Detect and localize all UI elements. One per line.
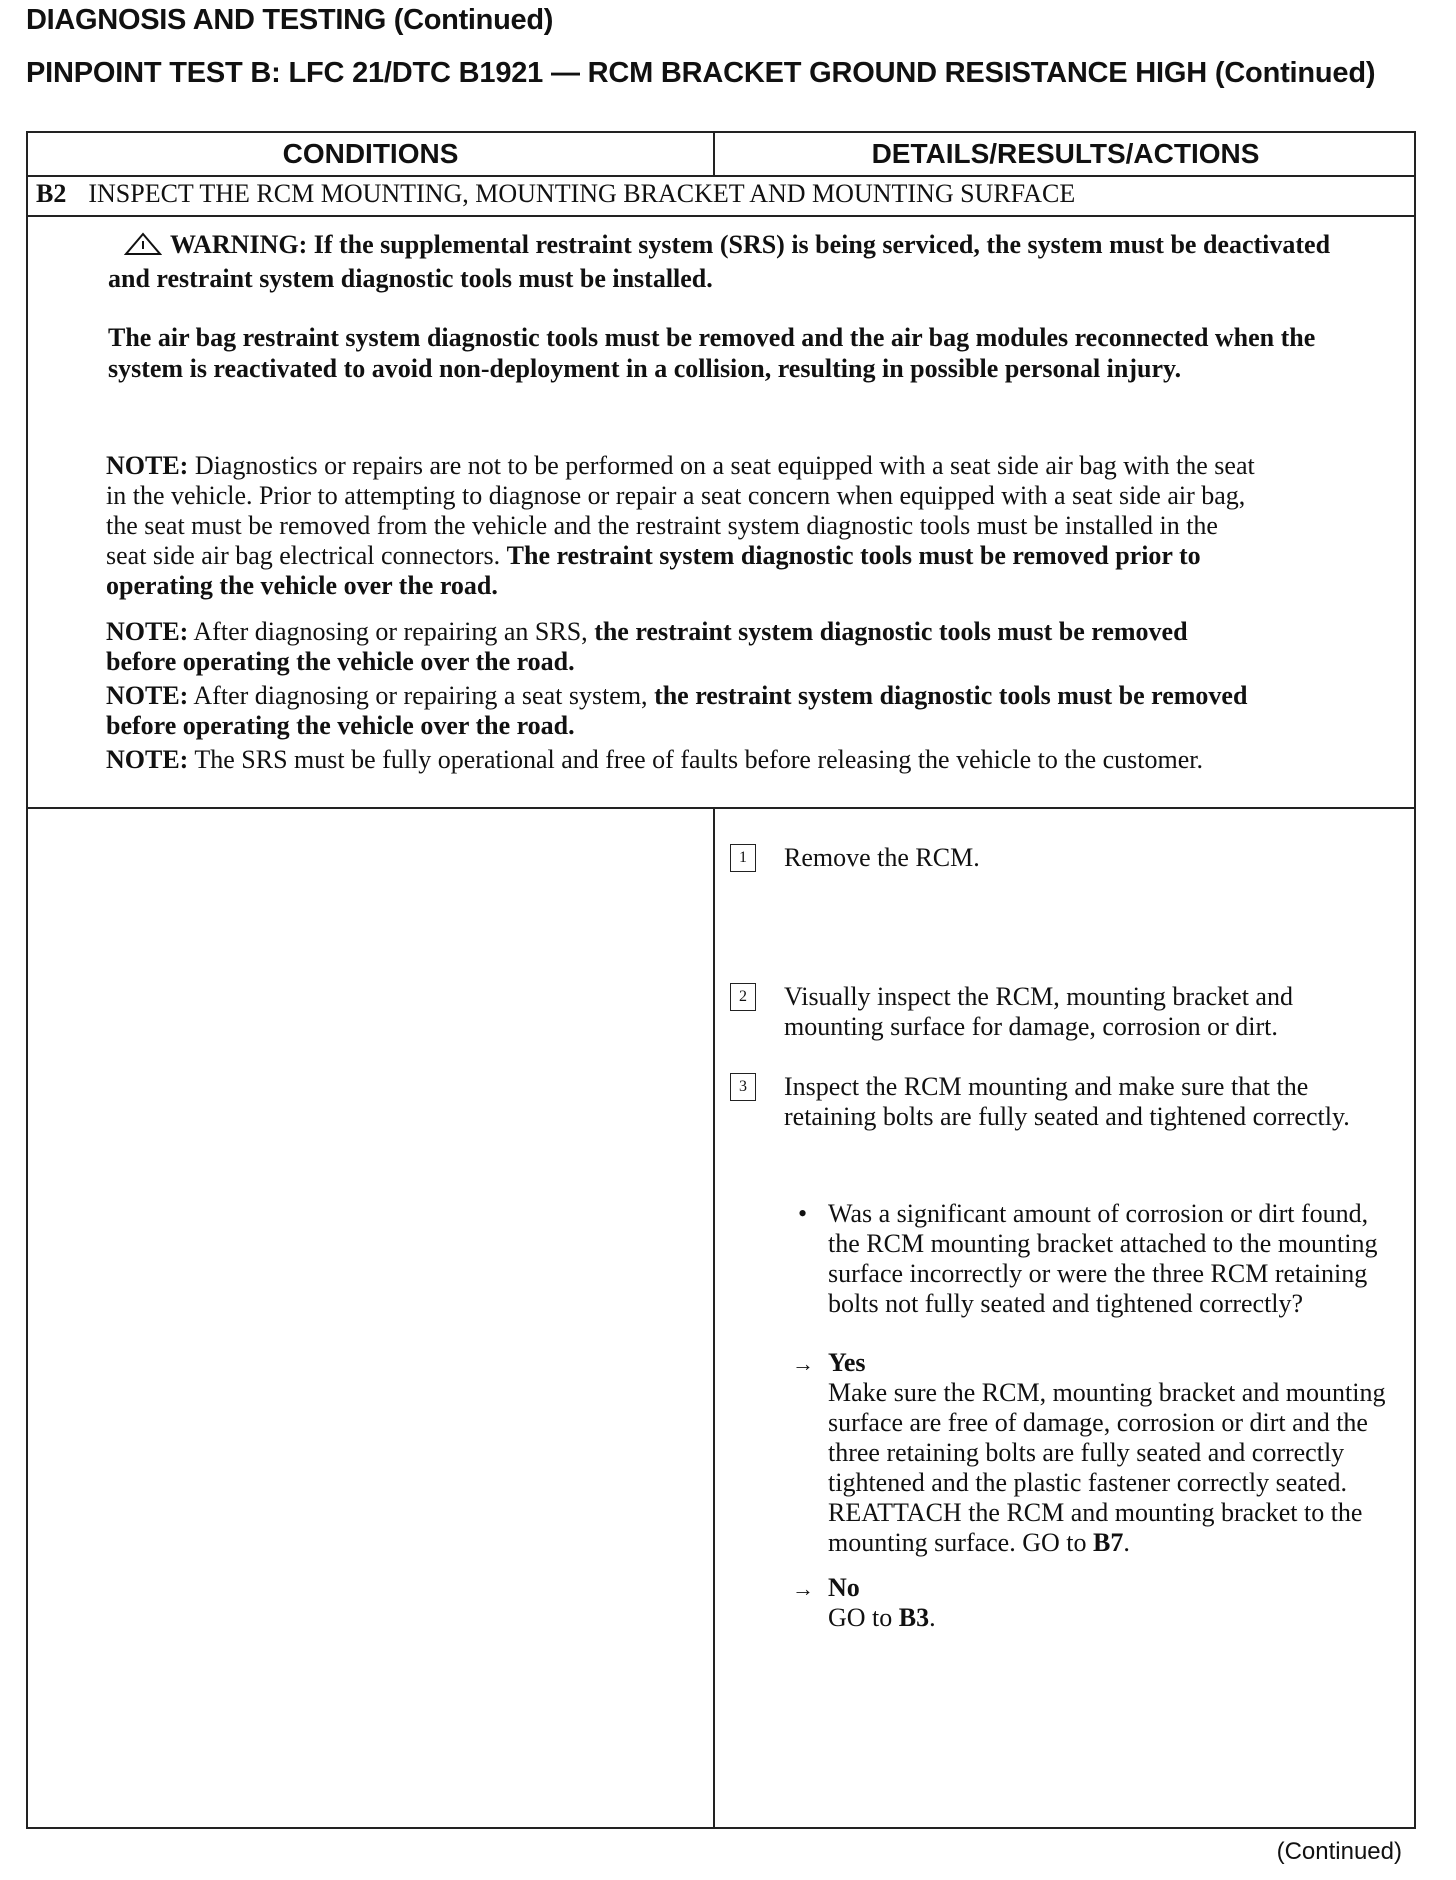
note-4: [106, 745, 1256, 775]
note-text: After diagnosing or repairing an SRS,: [188, 617, 595, 646]
note-bold-text: The restraint system diagnostic tools must be removed prior to operating the vehicle over the road.: [106, 541, 1201, 600]
no-text: GO to: [828, 1603, 899, 1632]
step-number-box: 1: [730, 844, 756, 872]
warning-text-2: The air bag restraint system diagnostic tools must be removed and the air bag modules reconnected when the system is reactivated to avoid non-deployment in a collision, resulting in possible personal injury.: [108, 323, 1316, 383]
yes-end: .: [1123, 1528, 1130, 1557]
yes-target: B7: [1093, 1528, 1124, 1557]
no-branch: [828, 1573, 1398, 1633]
yes-label: Yes: [828, 1348, 866, 1377]
note-label: NOTE:: [106, 617, 189, 646]
pinpoint-test-table: [26, 131, 1416, 1829]
question-text: Was a significant amount of corrosion or dirt found, the RCM mounting bracket attached to the mounting surface incorrectly or were the three RCM retaining bolts not fully seated and tightened correctly?: [828, 1199, 1378, 1318]
note-1: [106, 451, 1256, 601]
conditions-column-header: CONDITIONS: [282, 138, 459, 169]
step-text: Remove the RCM.: [784, 843, 980, 872]
yes-branch: [828, 1348, 1398, 1558]
pinpoint-test-title: PINPOINT TEST B: LFC 21/DTC B1921 — RCM BRACKET GROUND RESISTANCE HIGH (Continued): [26, 57, 1376, 89]
note-3: [106, 681, 1256, 741]
column-divider: [713, 807, 715, 1827]
bullet-icon: •: [798, 1199, 808, 1228]
no-target: B3: [898, 1603, 930, 1632]
row-divider: [28, 175, 1414, 177]
note-label: NOTE:: [106, 451, 189, 480]
note-bold-text: the restraint system diagnostic tools must be removed before operating the vehicle over the road.: [106, 617, 1188, 676]
step-text: Inspect the RCM mounting and make sure that the retaining bolts are fully seated and tightened correctly.: [784, 1072, 1350, 1131]
no-label: No: [828, 1573, 860, 1602]
step-title: INSPECT THE RCM MOUNTING, MOUNTING BRACKET AND MOUNTING SURFACE: [88, 179, 1076, 208]
continued-label: (Continued): [1276, 1838, 1402, 1865]
warning-text: WARNING: If the supplemental restraint system (SRS) is being serviced, the system must be deactivated and restraint system diagnostic tools must be installed.: [108, 230, 1331, 293]
step-heading: [36, 179, 1075, 209]
note-2: [106, 617, 1256, 677]
note-bold-text: the restraint system diagnostic tools must be removed before operating the vehicle over the road.: [106, 681, 1248, 740]
arrow-right-icon: →: [792, 1576, 814, 1601]
step-number-box: 3: [730, 1073, 756, 1101]
yes-text: Make sure the RCM, mounting bracket and mounting surface are free of damage, corrosion or dirt and the three retaining bolts are fully seated and correctly tightened and the plastic fastener correctly seated. REATTACH the RCM and mounting bracket to the mounting surface. GO to: [828, 1378, 1386, 1557]
row-divider: [28, 215, 1414, 217]
note-text: After diagnosing or repairing a seat system,: [188, 681, 655, 710]
column-divider: [713, 133, 715, 175]
page-title: DIAGNOSIS AND TESTING (Continued): [26, 4, 554, 36]
note-label: NOTE:: [106, 681, 189, 710]
no-end: .: [929, 1603, 936, 1632]
note-label: NOTE:: [106, 745, 189, 774]
step-text: Visually inspect the RCM, mounting bracket and mounting surface for damage, corrosion or dirt.: [784, 982, 1293, 1041]
note-text: Diagnostics or repairs are not to be performed on a seat equipped with a seat side air bag with the seat in the vehicle. Prior to attempting to diagnose or repair a seat concern when equipped with a seat side air bag, the seat must be removed from the vehicle and the restraint system diagnostic tools must be installed in the seat side air bag electrical connectors.: [106, 451, 1255, 570]
arrow-right-icon: →: [792, 1351, 814, 1376]
step-id: B2: [36, 179, 67, 208]
details-column-header: DETAILS/RESULTS/ACTIONS: [871, 138, 1260, 169]
details-column: [718, 809, 1408, 1827]
step-number-box: 2: [730, 983, 756, 1011]
warning-block: [108, 229, 1348, 384]
note-text: The SRS must be fully operational and free of faults before releasing the vehicle to the customer.: [188, 745, 1204, 774]
warning-triangle-icon: [124, 232, 162, 263]
